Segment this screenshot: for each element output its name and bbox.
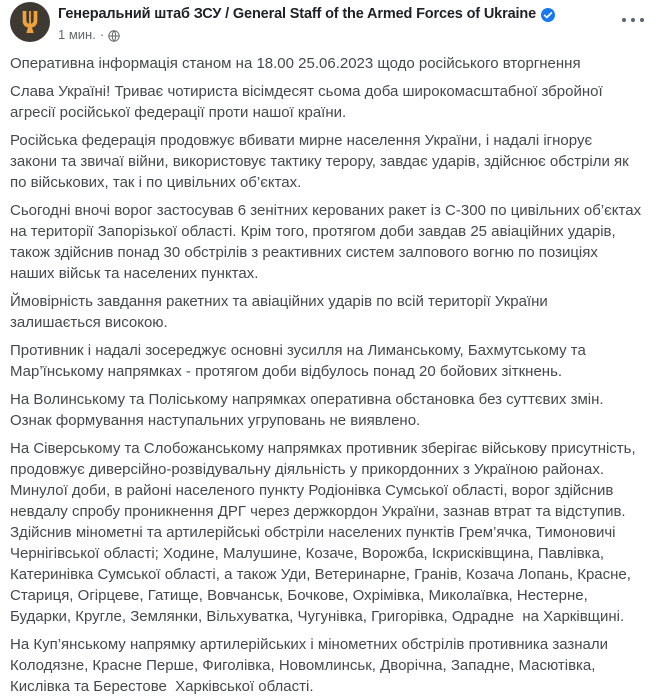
page-name-link[interactable]: Генеральний штаб ЗСУ / General Staff of the Armed Forces of Ukraine — [58, 6, 537, 22]
post-paragraph: Оперативна інформація станом на 18.00 25.06.2023 щодо російського вторгнення — [10, 55, 581, 72]
post-paragraph: Російська федерація продовжує вбивати мирне населення України, і надалі ігнорує закони та звичаї війни, використовує тактику терору, завдає ударів, здійснює обстріли як по військових, так і по цивільних об’єктах. — [10, 132, 633, 191]
meta-separator: · — [99, 27, 105, 42]
post-paragraph: На Волинському та Поліському напрямках оперативна обстановка без суттєвих змін. Ознак формування наступальних угруповань не виявлено. — [10, 391, 608, 429]
post-paragraph: Ймовірність завдання ракетних та авіаційних ударів по всій території України залишається високою. — [10, 293, 552, 331]
globe-public-icon — [108, 30, 120, 42]
page-avatar[interactable] — [10, 2, 50, 42]
post-text — [0, 43, 665, 697]
header-info — [58, 2, 555, 43]
post-paragraph: Сьогодні вночі ворог застосував 6 зенітних керованих ракет із С-300 по цивільних об’єктах на території Запорізької області. Крім того, протягом доби завдав 25 авіаційних ударів, також здійснив понад 30 обстрілів з реактивних систем залпового вогню по позиціях наших військ та населених пунктах. — [10, 202, 646, 282]
name-row — [58, 5, 555, 24]
post-paragraph: Слава Україні! Триває чотириста вісімдесят сьома доба широкомасштабної збройної агресії російської федерації проти нашої країни. — [10, 83, 607, 121]
post-paragraph: На Куп’янському напрямку артилерійських і мінометних обстрілів противника зазнали Колодязне, Красне Перше, Фиголівка, Новомлинськ, Дворічна, Западне, Масютівка, Кислівка та Берестове Харківської області. — [10, 636, 613, 695]
post-paragraph: На Сіверському та Слобожанському напрямках противник зберігає військову присутність, продовжує диверсійно-розвідувальну діяльність у прикордонних з Україною районах. Минулої доби, в районі населеного пункту Родіонівка Сумської області, ворог здійснив невдалу спробу проникнення ДРГ через держкордон України, зазнав втрат та відступив. Здійснив мінометні та артилерійські обстріли населених пунктів Грем’ячка, Тимоновичі Чернігівської області; Ходине, Малушине, Козаче, Ворожба, Іскрисківщина, Павлівка, Катеринівка Сумської області, а також Уди, Ветеринарне, Гранів, Козача Лопань, Красне, Стариця, Огірцеве, Гатище, Вовчанськ, Бочкове, Охрімівка, Миколаївка, Нестерне, Бударки, Кругле, Землянки, Вільхуватка, Чугунівка, Григорівка, Одрадне на Харківщині. — [10, 440, 640, 625]
tryzub-trident-icon — [19, 9, 41, 35]
post-header — [0, 0, 665, 43]
post-options-button[interactable] — [617, 8, 649, 32]
post-timestamp[interactable]: 1 мин. — [58, 27, 96, 42]
ellipsis-horizontal-icon — [621, 17, 645, 23]
post-paragraph: Противник і надалі зосереджує основні зусилля на Лиманському, Бахмутському та Мар’їнському напрямках - протягом доби відбулось понад 20 бойових зіткнень. — [10, 342, 590, 380]
verified-badge-icon — [541, 8, 555, 22]
post-meta — [58, 27, 555, 43]
